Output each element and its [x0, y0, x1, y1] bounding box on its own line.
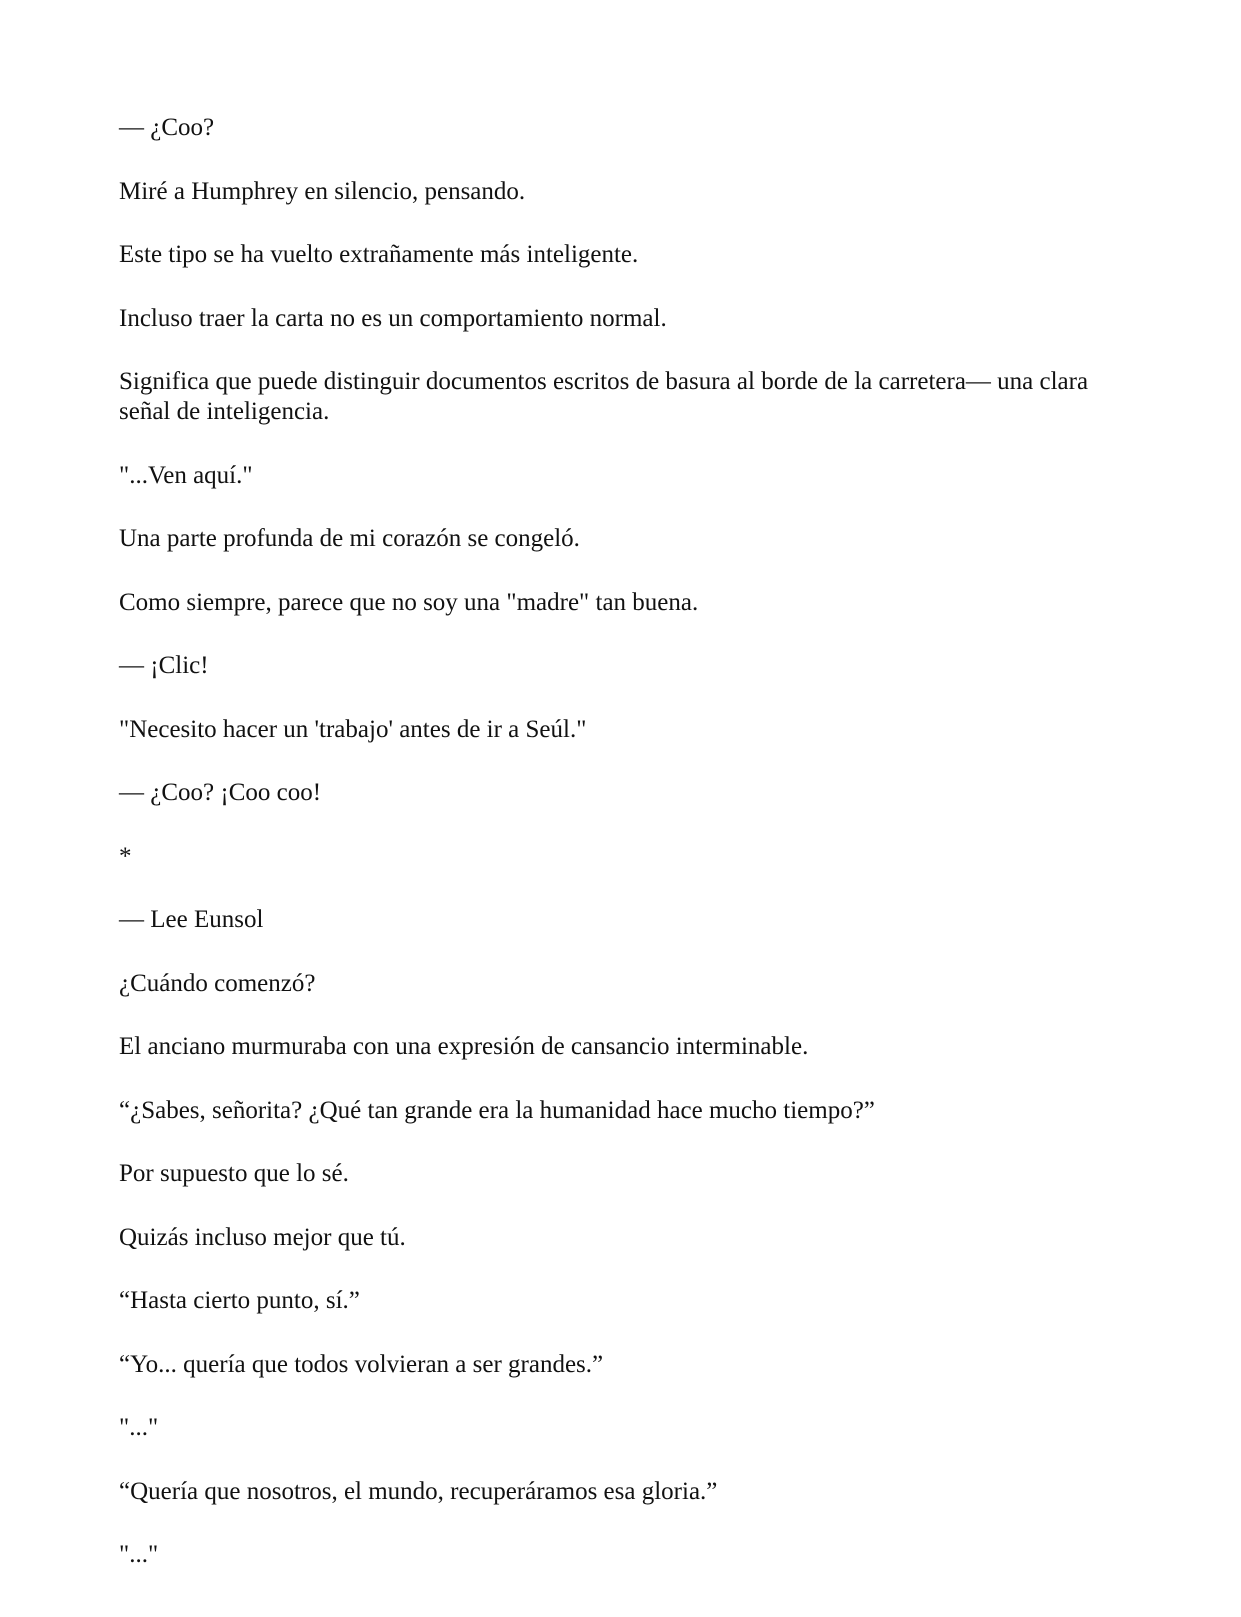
paragraph: El anciano murmuraba con una expresión de cansancio interminable.	[119, 1033, 809, 1060]
paragraph: Por supuesto que lo sé.	[119, 1160, 349, 1187]
paragraph: Una parte profunda de mi corazón se congeló.	[119, 525, 580, 552]
section-separator: *	[119, 842, 132, 870]
paragraph: Como siempre, parece que no soy una "madre" tan buena.	[119, 588, 699, 616]
paragraph: "..."	[119, 1541, 159, 1568]
body-text	[119, 113, 1129, 1604]
paragraph: — ¿Coo? ¡Coo coo!	[119, 779, 322, 806]
paragraph: “Quería que nosotros, el mundo, recuperáramos esa gloria.”	[119, 1477, 718, 1505]
paragraph: "..."	[119, 1414, 159, 1441]
paragraph: Quizás incluso mejor que tú.	[119, 1223, 406, 1251]
paragraph: — ¡Clic!	[119, 652, 209, 679]
paragraph: “Yo... quería que todos volvieran a ser grandes.”	[119, 1350, 604, 1378]
paragraph: Este tipo se ha vuelto extrañamente más inteligente.	[119, 241, 639, 268]
paragraph: ¿Cuándo comenzó?	[119, 969, 316, 997]
paragraph: Miré a Humphrey en silencio, pensando.	[119, 177, 526, 205]
paragraph: "Necesito hacer un 'trabajo' antes de ir a Seúl."	[119, 715, 587, 743]
paragraph: Incluso traer la carta no es un comportamiento normal.	[119, 304, 667, 332]
paragraph: Significa que puede distinguir documentos escritos de basura al borde de la carretera— una clara señal de inteligencia.	[119, 368, 1089, 425]
paragraph: — ¿Coo?	[119, 114, 215, 141]
paragraph: “Hasta cierto punto, sí.”	[119, 1287, 360, 1314]
paragraph: — Lee Eunsol	[119, 906, 264, 933]
paragraph: "...Ven aquí."	[119, 461, 253, 489]
paragraph: “¿Sabes, señorita? ¿Qué tan grande era la humanidad hace mucho tiempo?”	[119, 1096, 875, 1124]
